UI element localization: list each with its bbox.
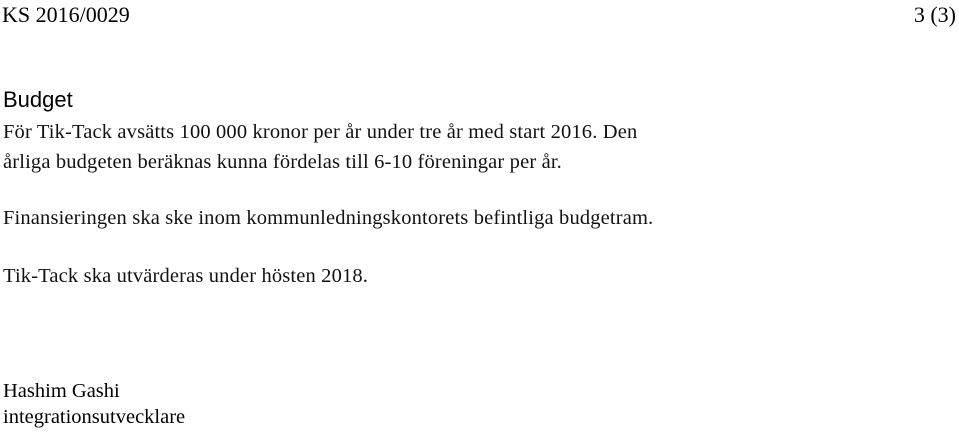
budget-paragraph: [3, 117, 903, 177]
section-heading: Budget: [3, 87, 73, 112]
document-reference: KS 2016/0029: [2, 2, 130, 27]
page-number: 3 (3): [913, 2, 956, 27]
evaluation-paragraph: Tik-Tack ska utvärderas under hösten 2018.: [3, 265, 369, 287]
financing-paragraph: Finansieringen ska ske inom kommunledningskontorets befintliga budgetram.: [3, 207, 654, 229]
signature-title: integrationsutvecklare: [3, 406, 186, 428]
signature-name: Hashim Gashi: [3, 380, 120, 402]
budget-paragraph-line-2: årliga budgeten beräknas kunna fördelas till 6-10 föreningar per år.: [3, 151, 562, 173]
budget-paragraph-line-1: För Tik-Tack avsätts 100 000 kronor per år under tre år med start 2016. Den: [3, 121, 638, 143]
